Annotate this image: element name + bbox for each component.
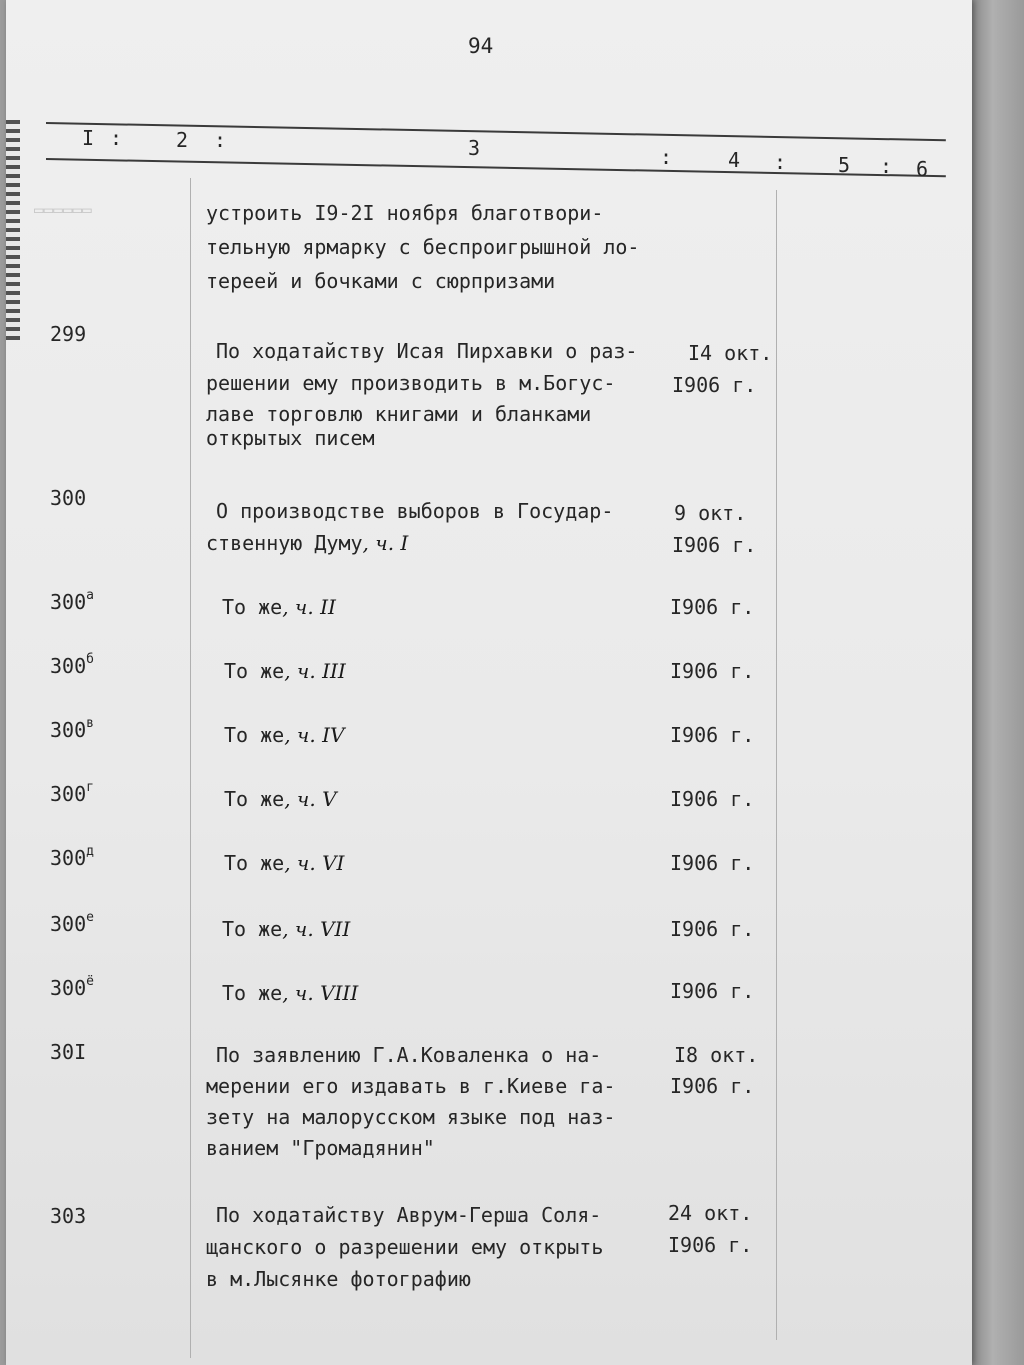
column-label-4: 4	[728, 148, 741, 172]
row-description: По заявлению Г.А.Коваленка о на-	[216, 1043, 602, 1067]
handwritten-part-number: , ч. VII	[282, 917, 351, 941]
row-date: I906 г.	[672, 373, 757, 397]
row-description: По ходатайству Аврум-Герша Соля-	[216, 1203, 602, 1227]
row-date: I906 г.	[670, 979, 755, 1003]
column-label-3: 3	[468, 136, 481, 160]
row-description: решении ему производить в м.Богус-	[206, 371, 616, 395]
row-description: То же, ч. III	[224, 659, 346, 683]
handwritten-part-number: , ч. VI	[284, 851, 345, 875]
row-number: 300	[50, 486, 87, 510]
row-number: $300^г$	[50, 780, 94, 806]
row-description: лаве торговлю книгами и бланками	[206, 402, 592, 426]
row-number: $300^д$	[50, 844, 94, 870]
row-description: щанского о разрешении ему открыть	[206, 1235, 604, 1259]
row-description: То же, ч. IV	[224, 723, 345, 747]
row-number: $300^б$	[50, 652, 94, 678]
intro-line: тельную ярмарку с беспроигрышной ло-	[206, 235, 640, 259]
row-date: I8 окт.	[674, 1043, 759, 1067]
document-page	[6, 0, 972, 1365]
header-rule-bottom	[46, 158, 946, 177]
intro-line: устроить I9-2I ноября благотвори-	[206, 201, 604, 225]
row-number: $300^а$	[50, 588, 94, 614]
row-number: $300^в$	[50, 716, 94, 742]
row-date: I906 г.	[670, 787, 755, 811]
binding-holes	[6, 120, 20, 340]
column-label-6: 6	[916, 157, 929, 181]
row-date: I906 г.	[670, 659, 755, 683]
row-date: I906 г.	[670, 851, 755, 875]
handwritten-part-number: , ч. I	[362, 531, 409, 555]
page-edge-shadow	[972, 0, 1024, 1365]
column-separator: :	[660, 145, 673, 169]
row-number: $300^е$	[50, 910, 94, 936]
column-separator: :	[774, 150, 787, 174]
row-date: I906 г.	[670, 723, 755, 747]
row-description: ванием "Громадянин"	[206, 1136, 435, 1160]
row-description: в м.Лысянке фотографию	[206, 1267, 471, 1291]
column-separator: :	[214, 128, 227, 152]
row-description: мерении его издавать в г.Киеве га-	[206, 1074, 616, 1098]
row-number: $300^ё$	[50, 974, 94, 1000]
page-number: 94	[468, 34, 494, 58]
row-description: То же, ч. V	[224, 787, 337, 811]
handwritten-part-number: , ч. III	[284, 659, 346, 683]
row-date: I906 г.	[670, 1074, 755, 1098]
row-date: I906 г.	[670, 595, 755, 619]
row-date: 9 окт.	[674, 501, 747, 525]
column-label-5: 5	[838, 153, 851, 177]
row-description: зету на малорусском языке под наз-	[206, 1105, 616, 1129]
column-divider	[190, 178, 191, 1358]
column-divider	[776, 190, 777, 1340]
row-date: 24 окт.	[668, 1201, 753, 1225]
row-date: I906 г.	[672, 533, 757, 557]
handwritten-part-number: , ч. VIII	[282, 981, 359, 1005]
bleed-through-header: ▭▭▭▭▭▭	[34, 200, 92, 219]
column-separator: :	[110, 126, 123, 150]
row-number: 303	[50, 1204, 87, 1228]
handwritten-part-number: , ч. II	[282, 595, 336, 619]
intro-line: тереей и бочками с сюрпризами	[206, 269, 556, 293]
row-description: То же, ч. VI	[224, 851, 345, 875]
row-number: 30I	[50, 1040, 87, 1064]
row-date: I906 г.	[668, 1233, 753, 1257]
column-label-2: 2	[176, 128, 189, 152]
row-date: I906 г.	[670, 917, 755, 941]
column-label-1: I	[82, 126, 95, 150]
row-description: О производстве выборов в Государ-	[216, 499, 614, 523]
row-description: По ходатайству Исая Пирхавки о раз-	[216, 339, 638, 363]
handwritten-part-number: , ч. IV	[284, 723, 345, 747]
handwritten-part-number: , ч. V	[284, 787, 337, 811]
row-description: То же, ч. VII	[222, 917, 351, 941]
column-separator: :	[880, 154, 893, 178]
row-date: I4 окт.	[688, 341, 773, 365]
row-description: То же, ч. VIII	[222, 981, 359, 1005]
row-description: ственную Думу, ч. I	[206, 531, 409, 555]
row-number: 299	[50, 322, 87, 346]
row-description: То же, ч. II	[222, 595, 336, 619]
row-description: открытых писем	[206, 426, 375, 450]
